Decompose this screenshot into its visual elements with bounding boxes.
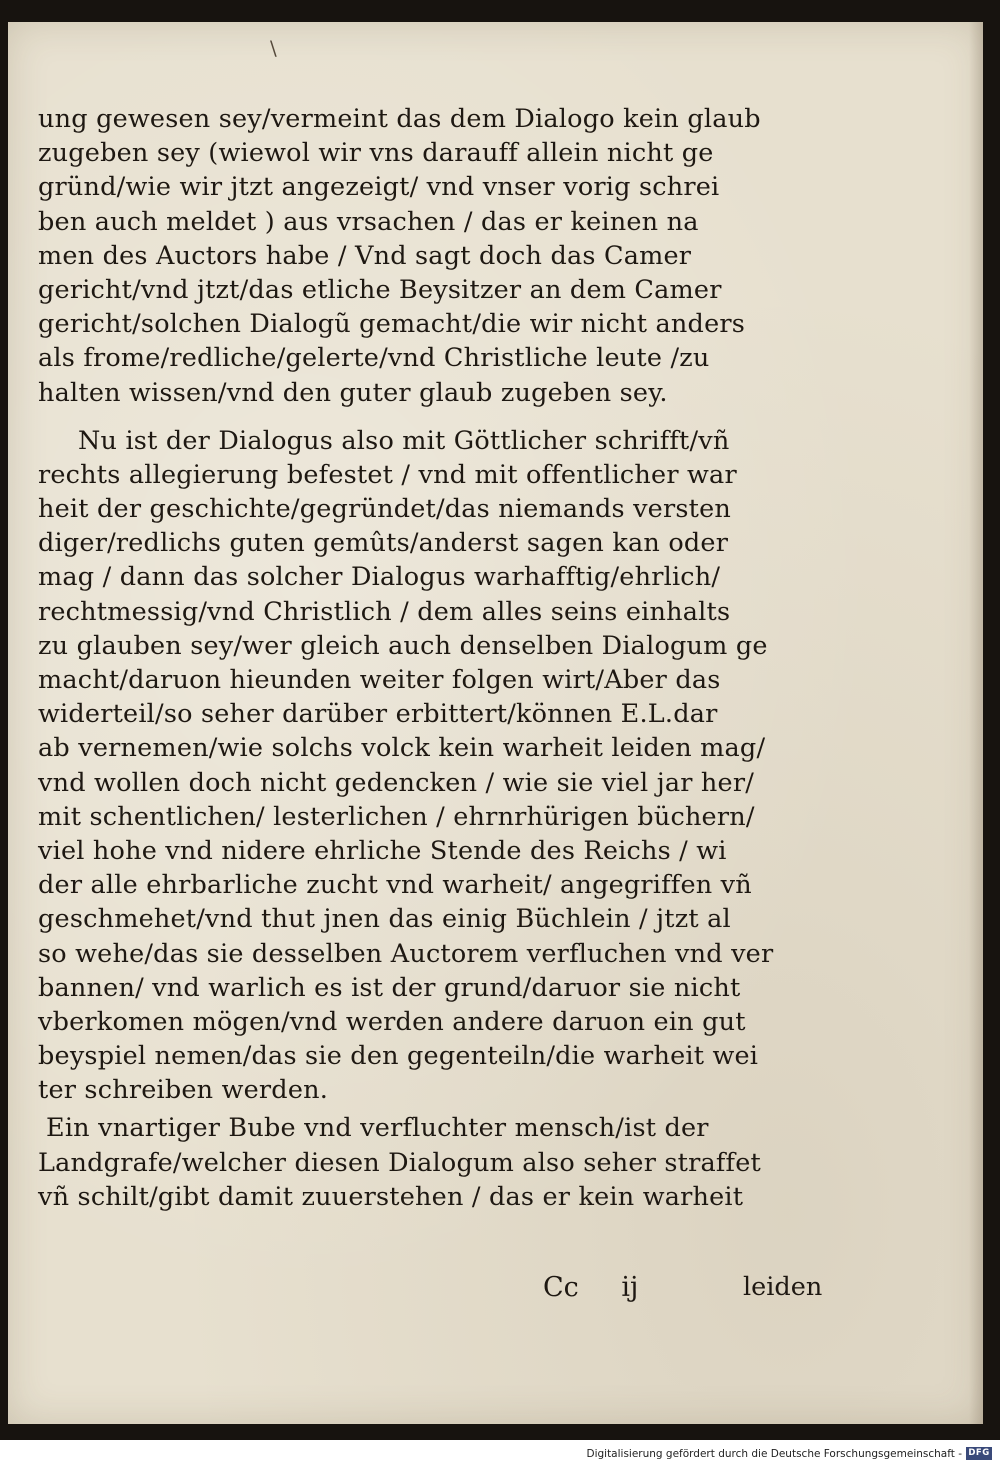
text-line: so wehe/das sie desselben Auctorem verfluchen vnd ver [38, 938, 774, 969]
text-line: bannen/ vnd warlich es ist der grund/daruor sie nicht [38, 972, 741, 1003]
text-line: gericht/solchen Dialogũ gemacht/die wir nicht anders [38, 309, 746, 340]
page-edge-shadow [969, 22, 983, 1424]
text-line: Nu ist der Dialogus also mit Göttlicher schrifft/vñ [78, 425, 730, 456]
page-footer [38, 1272, 843, 1312]
signature-mark: Cc ij [543, 1272, 639, 1303]
text-line: Landgrafe/welcher diesen Dialogum also seher straffet [38, 1147, 761, 1178]
text-line: rechts allegierung befestet / vnd mit offentlicher war [38, 459, 737, 490]
paragraph-3 [38, 1111, 843, 1214]
text-line: zugeben sey (wiewol wir vns darauff allein nicht ge [38, 138, 714, 169]
book-page [8, 22, 983, 1424]
page-mark: \ [270, 36, 277, 60]
text-line: men des Auctors habe / Vnd sagt doch das Camer [38, 240, 692, 271]
text-line: diger/redlichs guten gemûts/anderst sagen kan oder [38, 528, 729, 559]
text-line: als frome/redliche/gelerte/vnd Christliche leute /zu [38, 343, 710, 374]
text-line: zu glauben sey/wer gleich auch denselben Dialogum ge [38, 630, 768, 661]
text-line: mag / dann das solcher Dialogus warhafftig/ehrlich/ [38, 562, 721, 593]
text-line: mit schentlichen/ lesterlichen / ehrnrhürigen büchern/ [38, 801, 755, 832]
text-line: rechtmessig/vnd Christlich / dem alles seins einhalts [38, 596, 731, 627]
text-line: geschmehet/vnd thut jnen das einig Büchlein / jtzt al [38, 904, 731, 935]
text-line: heit der geschichte/gegründet/das niemands versten [38, 494, 731, 525]
text-block [38, 102, 843, 1214]
paragraph-2 [38, 424, 843, 1108]
text-line: widerteil/so seher darüber erbittert/können E.L.dar [38, 699, 718, 730]
text-line: viel hohe vnd nidere ehrliche Stende des Reichs / wi [38, 835, 727, 866]
text-line: Ein vnartiger Bube vnd verfluchter mensch/ist der [46, 1113, 709, 1144]
text-line: halten wissen/vnd den guter glaub zugeben sey. [38, 377, 668, 408]
text-line: ung gewesen sey/vermeint das dem Dialogo kein glaub [38, 104, 761, 134]
text-line: gründ/wie wir jtzt angezeigt/ vnd vnser vorig schrei [38, 172, 720, 203]
text-line: ter schreiben werden. [38, 1075, 329, 1106]
text-line: gericht/vnd jtzt/das etliche Beysitzer an dem Camer [38, 274, 722, 305]
text-line: ben auch meldet ) aus vrsachen / das er keinen na [38, 206, 699, 237]
text-line: vnd wollen doch nicht gedencken / wie sie viel jar her/ [38, 767, 755, 798]
text-line: der alle ehrbarliche zucht vnd warheit/ angegriffen vñ [38, 870, 752, 901]
funding-credit: Digitalisierung gefördert durch die Deutsche Forschungsgemeinschaft - [586, 1448, 962, 1460]
paragraph-1 [38, 102, 843, 410]
text-line: vñ schilt/gibt damit zuuerstehen / das er kein warheit [38, 1181, 744, 1212]
text-line: ab vernemen/wie solchs volck kein warheit leiden mag/ [38, 733, 766, 764]
text-line: vberkomen mögen/vnd werden andere daruon ein gut [38, 1006, 746, 1037]
text-line: macht/daruon hieunden weiter folgen wirt/Aber das [38, 665, 721, 695]
text-line: beyspiel nemen/das sie den gegenteiln/die warheit wei [38, 1041, 759, 1072]
catchword: leiden [743, 1272, 823, 1302]
dfg-logo: DFG [966, 1447, 992, 1460]
